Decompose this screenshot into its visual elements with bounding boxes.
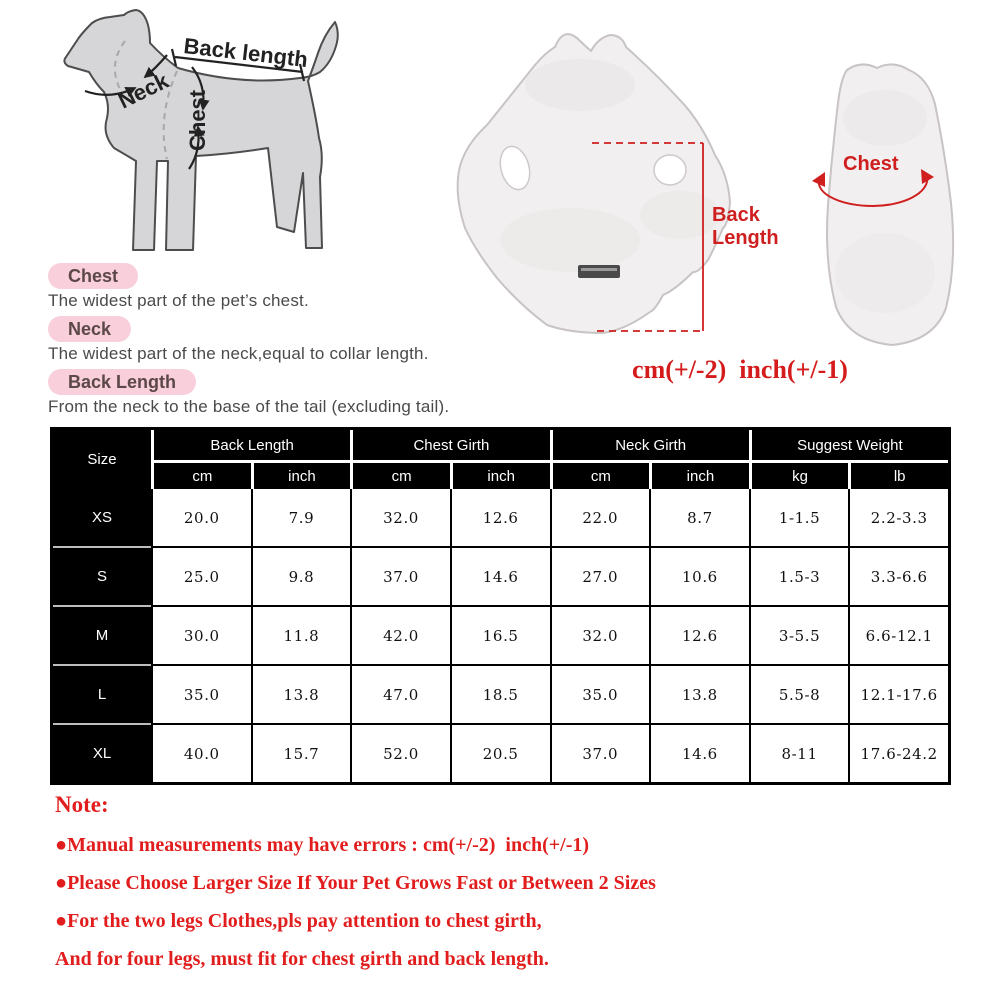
- brand-tag: [578, 265, 620, 278]
- garment-back-length-line1: Back: [712, 204, 760, 226]
- table-cell: 32.0: [352, 489, 450, 546]
- dog-measurement-diagram: [55, 5, 350, 265]
- back-length-diagram-label: Back length: [182, 33, 310, 73]
- unit-header: inch: [652, 463, 749, 489]
- table-cell: 3.3-6.6: [850, 548, 948, 605]
- table-cell: 35.0: [552, 666, 650, 723]
- neck-term-pill: Neck: [48, 316, 131, 342]
- neck-diagram-label: Neck: [114, 67, 173, 114]
- definition-back-length: [48, 369, 478, 417]
- table-cell: 13.8: [651, 666, 749, 723]
- table-cell: 40.0: [153, 725, 251, 782]
- suggest-weight-group-header: Suggest Weight: [752, 430, 948, 460]
- table-cell: 11.8: [253, 607, 351, 664]
- unit-header: kg: [752, 463, 849, 489]
- table-cell: 7.9: [253, 489, 351, 546]
- unit-header: lb: [851, 463, 948, 489]
- note-line: And for four legs, must fit for chest girth and back length.: [55, 948, 549, 970]
- unit-header: cm: [353, 463, 450, 489]
- table-cell: 47.0: [352, 666, 450, 723]
- table-cell: 22.0: [552, 489, 650, 546]
- brand-tag-text-line: [581, 268, 617, 271]
- fur-shading: [640, 191, 720, 239]
- table-cell: 14.6: [651, 725, 749, 782]
- size-table-body: [53, 489, 948, 782]
- table-cell: 27.0: [552, 548, 650, 605]
- right-armhole: [654, 155, 686, 185]
- table-cell: 8-11: [751, 725, 849, 782]
- table-cell: 1.5-3: [751, 548, 849, 605]
- table-cell: 32.0: [552, 607, 650, 664]
- note-section: [55, 792, 965, 986]
- table-cell: 16.5: [452, 607, 550, 664]
- garment-back-length-line2: Length: [712, 227, 779, 249]
- unit-header: cm: [154, 463, 251, 489]
- table-cell: 30.0: [153, 607, 251, 664]
- chest-term-description: The widest part of the pet’s chest.: [48, 291, 309, 310]
- table-cell: 13.8: [253, 666, 351, 723]
- fur-shading: [843, 90, 927, 146]
- table-cell: 2.2-3.3: [850, 489, 948, 546]
- chest-term-pill: Chest: [48, 263, 138, 289]
- table-cell: 6.6-12.1: [850, 607, 948, 664]
- size-label-l: L: [53, 666, 151, 723]
- measurement-definitions: [48, 263, 478, 422]
- table-cell: 35.0: [153, 666, 251, 723]
- neck-term-description: The widest part of the neck,equal to collar length.: [48, 344, 429, 363]
- garment-side-view-photo: [785, 58, 985, 358]
- table-cell: 8.7: [651, 489, 749, 546]
- definition-chest: [48, 263, 478, 311]
- note-line: ●Manual measurements may have errors : cm(+/-2) inch(+/-1): [55, 834, 590, 856]
- chest-girth-group-header: Chest Girth: [353, 430, 549, 460]
- garment-back-view-photo: [430, 15, 830, 345]
- note-title: Note:: [55, 792, 109, 817]
- back-length-term-pill: Back Length: [48, 369, 196, 395]
- table-cell: 15.7: [253, 725, 351, 782]
- definition-neck: [48, 316, 478, 364]
- size-table-header: [53, 430, 948, 489]
- size-label-m: M: [53, 607, 151, 664]
- tolerance-note: cm(+/-2) inch(+/-1): [632, 355, 848, 384]
- table-cell: 14.6: [452, 548, 550, 605]
- table-cell: 17.6-24.2: [850, 725, 948, 782]
- back-length-group-header: Back Length: [154, 430, 350, 460]
- table-cell: 9.8: [253, 548, 351, 605]
- size-label-s: S: [53, 548, 151, 605]
- garment-chest-label: Chest: [843, 153, 899, 175]
- table-cell: 3-5.5: [751, 607, 849, 664]
- fur-shading: [835, 233, 935, 313]
- neck-girth-group-header: Neck Girth: [553, 430, 749, 460]
- table-cell: 5.5-8: [751, 666, 849, 723]
- table-cell: 12.1-17.6: [850, 666, 948, 723]
- size-label-xs: XS: [53, 489, 151, 546]
- table-cell: 25.0: [153, 548, 251, 605]
- unit-header: inch: [453, 463, 550, 489]
- note-line: ●For the two legs Clothes,pls pay attention to chest girth,: [55, 910, 542, 932]
- fur-shading: [500, 208, 640, 272]
- table-cell: 42.0: [352, 607, 450, 664]
- table-cell: 37.0: [552, 725, 650, 782]
- size-label-xl: XL: [53, 725, 151, 782]
- table-cell: 20.5: [452, 725, 550, 782]
- table-cell: 12.6: [651, 607, 749, 664]
- table-cell: 20.0: [153, 489, 251, 546]
- table-cell: 18.5: [452, 666, 550, 723]
- table-cell: 10.6: [651, 548, 749, 605]
- table-cell: 52.0: [352, 725, 450, 782]
- table-cell: 37.0: [352, 548, 450, 605]
- table-cell: 12.6: [452, 489, 550, 546]
- unit-header: cm: [553, 463, 650, 489]
- size-table: [50, 427, 951, 785]
- size-column-header: Size: [53, 430, 151, 489]
- chest-diagram-label: Chest: [185, 89, 210, 151]
- note-line: ●Please Choose Larger Size If Your Pet Grows Fast or Between 2 Sizes: [55, 872, 656, 894]
- back-length-term-description: From the neck to the base of the tail (excluding tail).: [48, 397, 450, 416]
- unit-header: inch: [254, 463, 351, 489]
- fur-shading: [525, 59, 635, 111]
- table-cell: 1-1.5: [751, 489, 849, 546]
